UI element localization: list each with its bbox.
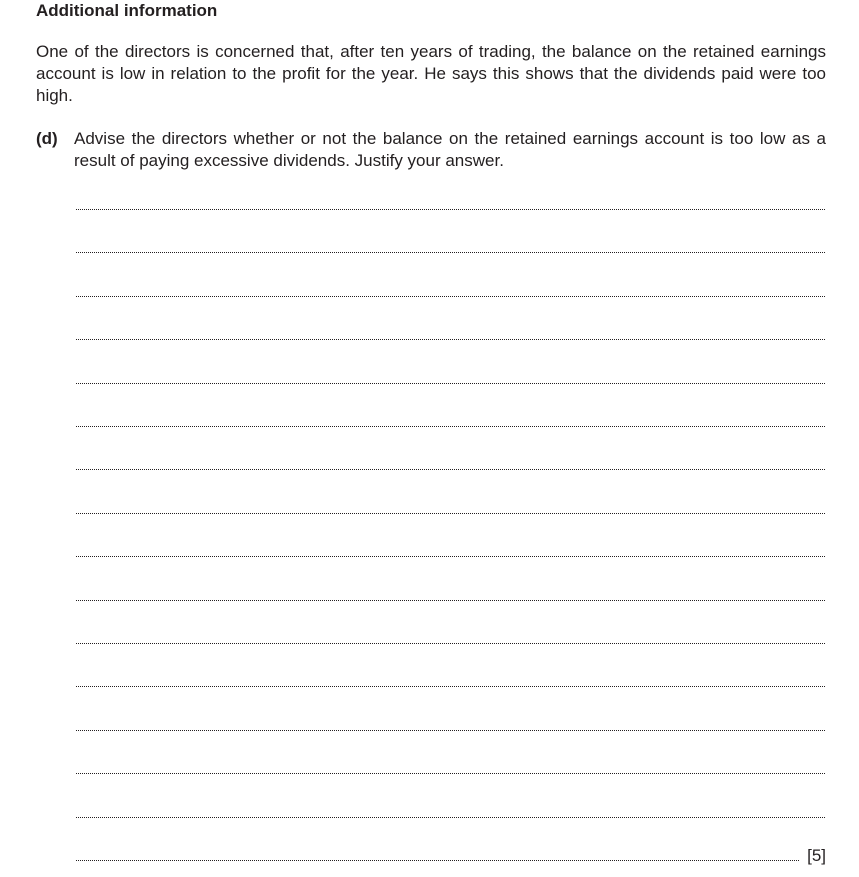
answer-line[interactable] [76, 817, 825, 818]
answer-line[interactable] [76, 513, 825, 514]
answer-line[interactable] [76, 252, 825, 253]
answer-line[interactable] [76, 600, 825, 601]
section-heading: Additional information [36, 1, 218, 20]
answer-line[interactable] [76, 469, 825, 470]
context-paragraph: One of the directors is concerned that, after ten years of trading, the balance on the retained earnings account is low in relation to the profit for the year. He says this shows that the dividends paid were too high. [36, 42, 826, 105]
answer-line[interactable] [76, 556, 825, 557]
question-text: Advise the directors whether or not the balance on the retained earnings account is too low as a result of paying excessive dividends. Justify your answer. [74, 129, 826, 170]
answer-line[interactable] [76, 426, 825, 427]
answer-line[interactable] [76, 339, 825, 340]
answer-line[interactable] [76, 643, 825, 644]
answer-line[interactable] [76, 686, 825, 687]
answer-line[interactable] [76, 383, 825, 384]
answer-line[interactable] [76, 773, 825, 774]
marks-allocation: [5] [807, 846, 826, 865]
answer-line[interactable] [76, 860, 799, 861]
answer-line[interactable] [76, 296, 825, 297]
answer-line[interactable] [76, 730, 825, 731]
answer-line[interactable] [76, 209, 825, 210]
answer-area[interactable] [76, 0, 826, 877]
question-label: (d) [36, 129, 58, 148]
